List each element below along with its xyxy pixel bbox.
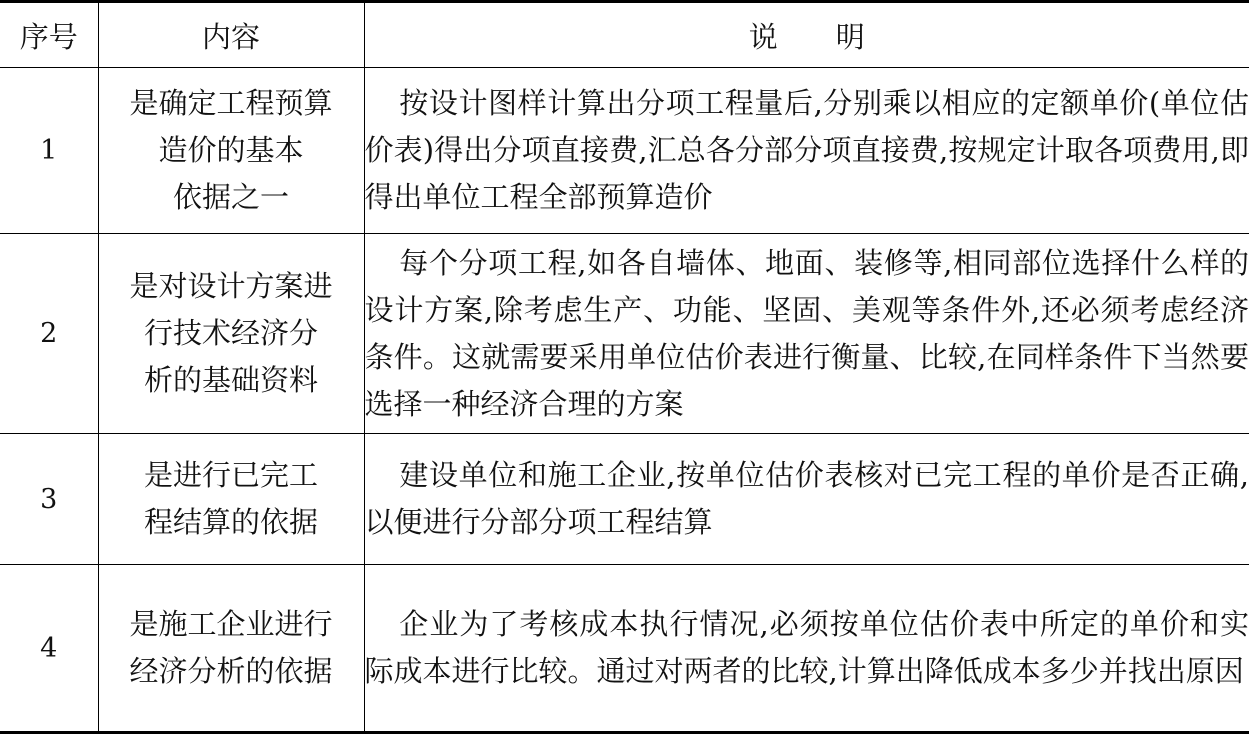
content-line: 行技术经济分 [143,316,318,350]
header-content: 内容 [98,2,364,68]
content-line: 程结算的依据 [143,505,318,539]
content-line: 造价的基本 [158,133,304,167]
header-row [0,2,1249,68]
row-content [98,234,364,434]
row-description: 企业为了考核成本执行情况,必须按单位估价表中所定的单价和实际成本进行比较。通过对两者的比较,计算出降低成本多少并找出原因 [364,565,1249,733]
content-line: 依据之一 [172,180,289,214]
row-number: 2 [0,234,98,434]
header-description-left: 说 [748,19,778,54]
content-line: 是进行已完工 [143,458,318,492]
row-content [98,68,364,234]
row-description: 每个分项工程,如各自墙体、地面、装修等,相同部位选择什么样的设计方案,除考虑生产、功能、坚固、美观等条件外,还必须考虑经济条件。这就需要采用单位估价表进行衡量、比较,在同样条件下当然要选择一种经济合理的方案 [364,234,1249,434]
row-number: 4 [0,565,98,733]
content-line: 析的基础资料 [143,363,318,397]
table-row [0,68,1249,234]
table-row [0,565,1249,733]
row-description: 建设单位和施工企业,按单位估价表核对已完工程的单价是否正确,以便进行分部分项工程结算 [364,434,1249,565]
header-description-right: 明 [835,19,865,54]
content-line: 是施工企业进行 [129,607,333,641]
content-line: 是确定工程预算 [129,86,333,120]
row-content [98,434,364,565]
content-line: 经济分析的依据 [129,654,333,688]
table-row [0,434,1249,565]
header-description [364,2,1249,68]
table-row [0,234,1249,434]
content-line: 是对设计方案进 [129,269,333,303]
row-number: 3 [0,434,98,565]
row-description: 按设计图样计算出分项工程量后,分别乘以相应的定额单价(单位估价表)得出分项直接费,汇总各分部分项直接费,按规定计取各项费用,即得出单位工程全部预算造价 [364,68,1249,234]
row-number: 1 [0,68,98,234]
row-content [98,565,364,733]
header-number: 序号 [0,2,98,68]
